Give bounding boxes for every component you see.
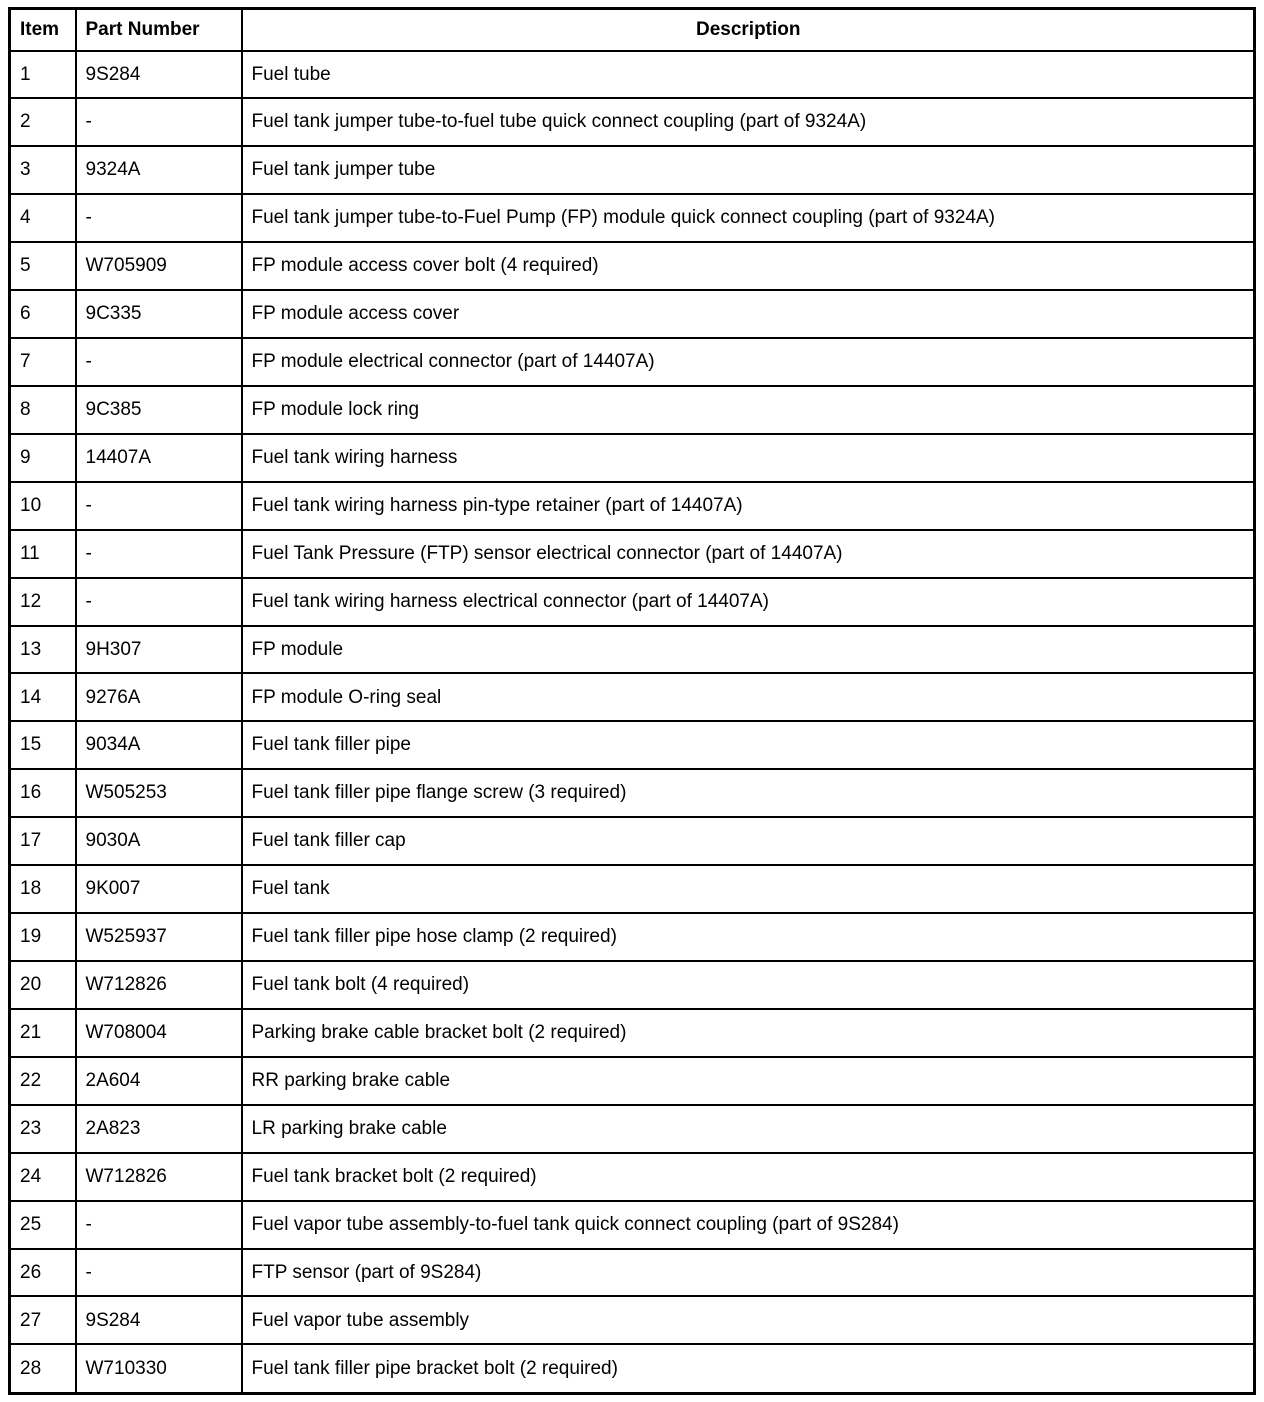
parts-table — [8, 7, 1256, 1395]
description-cell: FP module — [242, 626, 1255, 674]
item-cell: 22 — [10, 1057, 76, 1105]
part-number-cell: W505253 — [76, 769, 242, 817]
part-number-cell: - — [76, 194, 242, 242]
part-number-cell: - — [76, 1201, 242, 1249]
table-row — [10, 673, 1255, 721]
description-cell: Fuel Tank Pressure (FTP) sensor electrical connector (part of 14407A) — [242, 530, 1255, 578]
table-row — [10, 1153, 1255, 1201]
item-cell: 3 — [10, 146, 76, 194]
part-number-cell: W525937 — [76, 913, 242, 961]
item-cell: 8 — [10, 386, 76, 434]
header-part-number: Part Number — [76, 9, 242, 51]
item-cell: 25 — [10, 1201, 76, 1249]
table-row — [10, 338, 1255, 386]
description-cell: Fuel tank jumper tube-to-fuel tube quick connect coupling (part of 9324A) — [242, 98, 1255, 146]
part-number-cell: 2A823 — [76, 1105, 242, 1153]
part-number-cell: 9K007 — [76, 865, 242, 913]
item-cell: 26 — [10, 1249, 76, 1297]
part-number-cell: W705909 — [76, 242, 242, 290]
description-cell: Fuel vapor tube assembly-to-fuel tank quick connect coupling (part of 9S284) — [242, 1201, 1255, 1249]
part-number-cell: - — [76, 578, 242, 626]
table-row — [10, 146, 1255, 194]
description-cell: RR parking brake cable — [242, 1057, 1255, 1105]
table-row — [10, 626, 1255, 674]
part-number-cell: 9S284 — [76, 51, 242, 99]
table-row — [10, 1009, 1255, 1057]
part-number-cell: 9030A — [76, 817, 242, 865]
item-cell: 7 — [10, 338, 76, 386]
header-description: Description — [242, 9, 1255, 51]
table-row — [10, 51, 1255, 99]
header-item: Item — [10, 9, 76, 51]
part-number-cell: 14407A — [76, 434, 242, 482]
item-cell: 13 — [10, 626, 76, 674]
description-cell: Fuel tank jumper tube — [242, 146, 1255, 194]
header-row — [10, 9, 1255, 51]
part-number-cell: 9S284 — [76, 1296, 242, 1344]
item-cell: 10 — [10, 482, 76, 530]
table-row — [10, 913, 1255, 961]
description-cell: Fuel tank — [242, 865, 1255, 913]
table-row — [10, 578, 1255, 626]
item-cell: 9 — [10, 434, 76, 482]
item-cell: 23 — [10, 1105, 76, 1153]
item-cell: 5 — [10, 242, 76, 290]
table-row — [10, 290, 1255, 338]
table-row — [10, 1105, 1255, 1153]
part-number-cell: W712826 — [76, 1153, 242, 1201]
table-row — [10, 98, 1255, 146]
table-row — [10, 721, 1255, 769]
description-cell: Fuel tank wiring harness electrical connector (part of 14407A) — [242, 578, 1255, 626]
table-row — [10, 386, 1255, 434]
description-cell: FTP sensor (part of 9S284) — [242, 1249, 1255, 1297]
table-row — [10, 242, 1255, 290]
description-cell: FP module access cover — [242, 290, 1255, 338]
item-cell: 19 — [10, 913, 76, 961]
part-number-cell: W712826 — [76, 961, 242, 1009]
item-cell: 28 — [10, 1344, 76, 1393]
item-cell: 6 — [10, 290, 76, 338]
description-cell: Fuel tank filler pipe flange screw (3 required) — [242, 769, 1255, 817]
table-row — [10, 961, 1255, 1009]
item-cell: 24 — [10, 1153, 76, 1201]
table-row — [10, 482, 1255, 530]
part-number-cell: - — [76, 530, 242, 578]
item-cell: 14 — [10, 673, 76, 721]
item-cell: 12 — [10, 578, 76, 626]
part-number-cell: 9276A — [76, 673, 242, 721]
description-cell: Fuel tank jumper tube-to-Fuel Pump (FP) module quick connect coupling (part of 9324A) — [242, 194, 1255, 242]
description-cell: Fuel tank filler pipe — [242, 721, 1255, 769]
part-number-cell: 9324A — [76, 146, 242, 194]
table-row — [10, 1296, 1255, 1344]
description-cell: Fuel tank filler pipe bracket bolt (2 required) — [242, 1344, 1255, 1393]
item-cell: 20 — [10, 961, 76, 1009]
part-number-cell: - — [76, 482, 242, 530]
description-cell: FP module electrical connector (part of 14407A) — [242, 338, 1255, 386]
description-cell: FP module O-ring seal — [242, 673, 1255, 721]
table-row — [10, 817, 1255, 865]
description-cell: Parking brake cable bracket bolt (2 required) — [242, 1009, 1255, 1057]
part-number-cell: 2A604 — [76, 1057, 242, 1105]
table-row — [10, 1344, 1255, 1393]
item-cell: 1 — [10, 51, 76, 99]
item-cell: 15 — [10, 721, 76, 769]
table-row — [10, 769, 1255, 817]
description-cell: Fuel tank bracket bolt (2 required) — [242, 1153, 1255, 1201]
item-cell: 17 — [10, 817, 76, 865]
table-row — [10, 1201, 1255, 1249]
part-number-cell: 9C335 — [76, 290, 242, 338]
part-number-cell: W708004 — [76, 1009, 242, 1057]
item-cell: 11 — [10, 530, 76, 578]
part-number-cell: - — [76, 338, 242, 386]
item-cell: 27 — [10, 1296, 76, 1344]
description-cell: Fuel vapor tube assembly — [242, 1296, 1255, 1344]
item-cell: 4 — [10, 194, 76, 242]
part-number-cell: - — [76, 1249, 242, 1297]
description-cell: Fuel tube — [242, 51, 1255, 99]
description-cell: Fuel tank filler pipe hose clamp (2 required) — [242, 913, 1255, 961]
item-cell: 18 — [10, 865, 76, 913]
description-cell: LR parking brake cable — [242, 1105, 1255, 1153]
table-row — [10, 194, 1255, 242]
item-cell: 16 — [10, 769, 76, 817]
part-number-cell: 9H307 — [76, 626, 242, 674]
table-row — [10, 1249, 1255, 1297]
part-number-cell: 9034A — [76, 721, 242, 769]
item-cell: 21 — [10, 1009, 76, 1057]
part-number-cell: - — [76, 98, 242, 146]
table-row — [10, 865, 1255, 913]
description-cell: Fuel tank filler cap — [242, 817, 1255, 865]
part-number-cell: 9C385 — [76, 386, 242, 434]
description-cell: FP module lock ring — [242, 386, 1255, 434]
table-row — [10, 1057, 1255, 1105]
item-cell: 2 — [10, 98, 76, 146]
part-number-cell: W710330 — [76, 1344, 242, 1393]
table-row — [10, 530, 1255, 578]
description-cell: Fuel tank wiring harness pin-type retainer (part of 14407A) — [242, 482, 1255, 530]
description-cell: Fuel tank bolt (4 required) — [242, 961, 1255, 1009]
table-row — [10, 434, 1255, 482]
description-cell: Fuel tank wiring harness — [242, 434, 1255, 482]
description-cell: FP module access cover bolt (4 required) — [242, 242, 1255, 290]
